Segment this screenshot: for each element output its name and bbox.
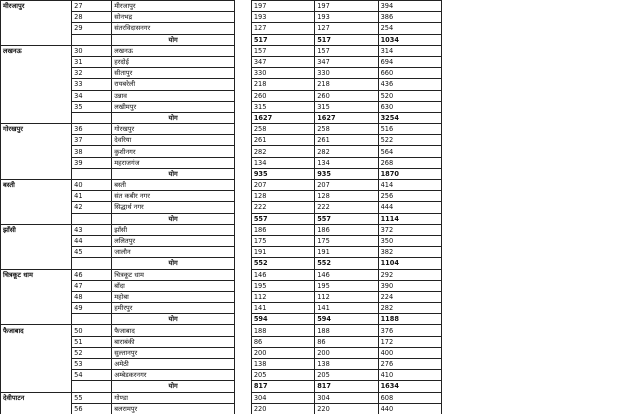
gap-cell — [235, 180, 252, 191]
value-cell-2: 594 — [315, 314, 378, 325]
division-cell — [1, 235, 72, 246]
total-cell: 1034 — [378, 34, 441, 45]
gap-cell — [235, 202, 252, 213]
serial-cell: 37 — [72, 135, 112, 146]
serial-cell: 31 — [72, 56, 112, 67]
serial-cell: 50 — [72, 325, 112, 336]
total-cell: 410 — [378, 370, 441, 381]
value-cell-2: 222 — [315, 202, 378, 213]
total-cell: 1104 — [378, 258, 441, 269]
division-cell — [1, 56, 72, 67]
value-cell-1: 138 — [251, 359, 314, 370]
total-cell: 254 — [378, 23, 441, 34]
value-cell-2: 935 — [315, 168, 378, 179]
gap-cell — [235, 168, 252, 179]
table-row — [1, 280, 442, 291]
division-cell: गोरखपुर — [1, 124, 72, 135]
total-cell: 440 — [378, 403, 441, 414]
district-cell: गोरखपुर — [112, 124, 235, 135]
district-cell: फैजाबाद — [112, 325, 235, 336]
value-cell-2: 127 — [315, 23, 378, 34]
division-cell: लखनऊ — [1, 45, 72, 56]
value-cell-1: 186 — [251, 224, 314, 235]
serial-cell: 40 — [72, 180, 112, 191]
serial-cell: 42 — [72, 202, 112, 213]
serial-cell: 43 — [72, 224, 112, 235]
serial-cell: 30 — [72, 45, 112, 56]
gap-cell — [235, 403, 252, 414]
table-row — [1, 191, 442, 202]
value-cell-1: 222 — [251, 202, 314, 213]
serial-cell: 48 — [72, 291, 112, 302]
value-cell-1: 195 — [251, 280, 314, 291]
table-row — [1, 269, 442, 280]
district-cell: अमेठी — [112, 359, 235, 370]
value-cell-1: 86 — [251, 336, 314, 347]
total-row — [1, 168, 442, 179]
district-cell: योग — [112, 258, 235, 269]
district-cell: सुल्तानपुर — [112, 347, 235, 358]
total-row — [1, 258, 442, 269]
value-cell-2: 261 — [315, 135, 378, 146]
total-cell: 444 — [378, 202, 441, 213]
value-cell-1: 282 — [251, 146, 314, 157]
district-cell: बाराबंकी — [112, 336, 235, 347]
division-cell — [1, 23, 72, 34]
total-cell: 292 — [378, 269, 441, 280]
value-cell-1: 1627 — [251, 112, 314, 123]
total-cell: 256 — [378, 191, 441, 202]
gap-cell — [235, 101, 252, 112]
value-cell-2: 175 — [315, 235, 378, 246]
serial-cell: 56 — [72, 403, 112, 414]
value-cell-1: 594 — [251, 314, 314, 325]
district-cell: लखनऊ — [112, 45, 235, 56]
value-cell-1: 330 — [251, 68, 314, 79]
table-row — [1, 202, 442, 213]
gap-cell — [235, 68, 252, 79]
total-cell: 350 — [378, 235, 441, 246]
serial-cell: 51 — [72, 336, 112, 347]
serial-cell: 41 — [72, 191, 112, 202]
total-cell: 522 — [378, 135, 441, 146]
table-row — [1, 90, 442, 101]
district-cell: संतरविदासनगर — [112, 23, 235, 34]
district-cell: जालौन — [112, 247, 235, 258]
table-row — [1, 124, 442, 135]
value-cell-1: 817 — [251, 381, 314, 392]
value-cell-2: 197 — [315, 1, 378, 12]
serial-cell: 35 — [72, 101, 112, 112]
division-cell — [1, 359, 72, 370]
value-cell-1: 112 — [251, 291, 314, 302]
gap-cell — [235, 112, 252, 123]
total-cell: 390 — [378, 280, 441, 291]
serial-cell: 36 — [72, 124, 112, 135]
value-cell-2: 304 — [315, 392, 378, 403]
gap-cell — [235, 191, 252, 202]
total-row — [1, 314, 442, 325]
value-cell-2: 193 — [315, 12, 378, 23]
total-cell: 414 — [378, 180, 441, 191]
table-row — [1, 180, 442, 191]
table-row — [1, 12, 442, 23]
district-cell: उन्नाव — [112, 90, 235, 101]
total-cell: 376 — [378, 325, 441, 336]
table-row — [1, 56, 442, 67]
value-cell-1: 260 — [251, 90, 314, 101]
value-cell-1: 207 — [251, 180, 314, 191]
table-row — [1, 303, 442, 314]
district-cell: बाँदा — [112, 280, 235, 291]
value-cell-1: 220 — [251, 403, 314, 414]
table-row — [1, 291, 442, 302]
serial-cell: 55 — [72, 392, 112, 403]
serial-cell: 49 — [72, 303, 112, 314]
division-cell — [1, 34, 72, 45]
gap-cell — [235, 370, 252, 381]
gap-cell — [235, 325, 252, 336]
gap-cell — [235, 79, 252, 90]
table-row — [1, 359, 442, 370]
division-cell: मीरजापुर — [1, 1, 72, 12]
serial-cell — [72, 112, 112, 123]
table-row — [1, 23, 442, 34]
total-cell: 1634 — [378, 381, 441, 392]
gap-cell — [235, 1, 252, 12]
value-cell-2: 86 — [315, 336, 378, 347]
total-cell: 564 — [378, 146, 441, 157]
division-cell — [1, 101, 72, 112]
value-cell-2: 195 — [315, 280, 378, 291]
value-cell-2: 552 — [315, 258, 378, 269]
value-cell-2: 207 — [315, 180, 378, 191]
total-cell: 224 — [378, 291, 441, 302]
district-cell: सिद्धार्थ नगर — [112, 202, 235, 213]
gap-cell — [235, 56, 252, 67]
gap-cell — [235, 157, 252, 168]
gap-cell — [235, 224, 252, 235]
division-cell — [1, 202, 72, 213]
total-cell: 172 — [378, 336, 441, 347]
serial-cell: 54 — [72, 370, 112, 381]
serial-cell: 52 — [72, 347, 112, 358]
division-cell: देवीपाटन — [1, 392, 72, 403]
division-cell — [1, 347, 72, 358]
district-cell: योग — [112, 213, 235, 224]
table-row — [1, 135, 442, 146]
value-cell-2: 138 — [315, 359, 378, 370]
gap-cell — [235, 336, 252, 347]
division-cell — [1, 168, 72, 179]
district-cell: मीरजापुर — [112, 1, 235, 12]
district-cell: योग — [112, 314, 235, 325]
division-cell — [1, 213, 72, 224]
total-row — [1, 381, 442, 392]
district-cell: योग — [112, 34, 235, 45]
value-cell-1: 197 — [251, 1, 314, 12]
table-row — [1, 157, 442, 168]
serial-cell — [72, 168, 112, 179]
district-cell: गोण्डा — [112, 392, 235, 403]
gap-cell — [235, 314, 252, 325]
value-cell-1: 134 — [251, 157, 314, 168]
serial-cell — [72, 314, 112, 325]
value-cell-2: 315 — [315, 101, 378, 112]
total-cell: 520 — [378, 90, 441, 101]
division-cell — [1, 258, 72, 269]
gap-cell — [235, 280, 252, 291]
division-cell — [1, 280, 72, 291]
value-cell-1: 218 — [251, 79, 314, 90]
division-cell — [1, 381, 72, 392]
table-body — [1, 1, 442, 414]
table-row — [1, 392, 442, 403]
value-cell-1: 193 — [251, 12, 314, 23]
serial-cell: 44 — [72, 235, 112, 246]
value-cell-1: 935 — [251, 168, 314, 179]
total-row — [1, 112, 442, 123]
value-cell-2: 218 — [315, 79, 378, 90]
district-cell: कुशीनगर — [112, 146, 235, 157]
table-row — [1, 79, 442, 90]
value-cell-1: 552 — [251, 258, 314, 269]
value-cell-1: 205 — [251, 370, 314, 381]
gap-cell — [235, 347, 252, 358]
division-cell — [1, 247, 72, 258]
value-cell-2: 260 — [315, 90, 378, 101]
table-row — [1, 325, 442, 336]
table-row — [1, 68, 442, 79]
district-cell: बस्ती — [112, 180, 235, 191]
value-cell-2: 157 — [315, 45, 378, 56]
division-cell — [1, 12, 72, 23]
serial-cell: 53 — [72, 359, 112, 370]
division-cell: झाँसी — [1, 224, 72, 235]
division-cell — [1, 112, 72, 123]
serial-cell: 32 — [72, 68, 112, 79]
gap-cell — [235, 247, 252, 258]
serial-cell: 33 — [72, 79, 112, 90]
gap-cell — [235, 12, 252, 23]
district-cell: अम्बेडकरनगर — [112, 370, 235, 381]
division-cell: बस्ती — [1, 180, 72, 191]
serial-cell: 39 — [72, 157, 112, 168]
serial-cell: 46 — [72, 269, 112, 280]
total-cell: 516 — [378, 124, 441, 135]
gap-cell — [235, 291, 252, 302]
total-cell: 660 — [378, 68, 441, 79]
gap-cell — [235, 23, 252, 34]
gap-cell — [235, 392, 252, 403]
value-cell-2: 220 — [315, 403, 378, 414]
table-row — [1, 247, 442, 258]
gap-cell — [235, 124, 252, 135]
value-cell-2: 817 — [315, 381, 378, 392]
table-row — [1, 403, 442, 414]
total-cell: 400 — [378, 347, 441, 358]
serial-cell — [72, 34, 112, 45]
table-row — [1, 1, 442, 12]
total-row — [1, 213, 442, 224]
value-cell-1: 127 — [251, 23, 314, 34]
serial-cell: 45 — [72, 247, 112, 258]
serial-cell: 47 — [72, 280, 112, 291]
division-cell — [1, 157, 72, 168]
division-cell — [1, 135, 72, 146]
value-cell-2: 141 — [315, 303, 378, 314]
district-cell: लखीमपुर — [112, 101, 235, 112]
division-cell — [1, 314, 72, 325]
gap-cell — [235, 269, 252, 280]
total-cell: 314 — [378, 45, 441, 56]
district-cell: संत कबीर नगर — [112, 191, 235, 202]
division-cell — [1, 68, 72, 79]
division-cell: चित्रकूट धाम — [1, 269, 72, 280]
division-cell: फैजाबाद — [1, 325, 72, 336]
district-cell: सीतापुर — [112, 68, 235, 79]
division-cell — [1, 303, 72, 314]
value-cell-1: 141 — [251, 303, 314, 314]
district-cell: बलरामपुर — [112, 403, 235, 414]
district-cell: हरदोई — [112, 56, 235, 67]
total-cell: 630 — [378, 101, 441, 112]
table-row — [1, 347, 442, 358]
value-cell-2: 112 — [315, 291, 378, 302]
district-cell: योग — [112, 381, 235, 392]
serial-cell: 34 — [72, 90, 112, 101]
value-cell-2: 282 — [315, 146, 378, 157]
total-cell: 386 — [378, 12, 441, 23]
serial-cell — [72, 381, 112, 392]
district-cell: योग — [112, 168, 235, 179]
district-cell: ललितपुर — [112, 235, 235, 246]
value-cell-2: 146 — [315, 269, 378, 280]
total-cell: 394 — [378, 1, 441, 12]
division-cell — [1, 79, 72, 90]
division-cell — [1, 336, 72, 347]
value-cell-2: 191 — [315, 247, 378, 258]
serial-cell — [72, 213, 112, 224]
division-cell — [1, 191, 72, 202]
value-cell-1: 200 — [251, 347, 314, 358]
table-row — [1, 224, 442, 235]
district-cell: रायबरेली — [112, 79, 235, 90]
gap-cell — [235, 135, 252, 146]
total-cell: 382 — [378, 247, 441, 258]
gap-cell — [235, 213, 252, 224]
total-cell: 268 — [378, 157, 441, 168]
district-cell: योग — [112, 112, 235, 123]
serial-cell: 27 — [72, 1, 112, 12]
serial-cell: 38 — [72, 146, 112, 157]
serial-cell: 28 — [72, 12, 112, 23]
division-cell — [1, 146, 72, 157]
district-cell: झाँसी — [112, 224, 235, 235]
value-cell-1: 191 — [251, 247, 314, 258]
division-cell — [1, 291, 72, 302]
total-cell: 694 — [378, 56, 441, 67]
value-cell-1: 146 — [251, 269, 314, 280]
value-cell-2: 1627 — [315, 112, 378, 123]
total-cell: 276 — [378, 359, 441, 370]
value-cell-2: 186 — [315, 224, 378, 235]
value-cell-1: 188 — [251, 325, 314, 336]
gap-cell — [235, 146, 252, 157]
total-cell: 1870 — [378, 168, 441, 179]
value-cell-2: 557 — [315, 213, 378, 224]
gap-cell — [235, 34, 252, 45]
value-cell-1: 557 — [251, 213, 314, 224]
value-cell-2: 188 — [315, 325, 378, 336]
division-cell — [1, 370, 72, 381]
district-cell: हमीरपुर — [112, 303, 235, 314]
serial-cell — [72, 258, 112, 269]
total-cell: 282 — [378, 303, 441, 314]
district-cell: चित्रकूट धाम — [112, 269, 235, 280]
value-cell-1: 258 — [251, 124, 314, 135]
total-cell: 608 — [378, 392, 441, 403]
table-row — [1, 235, 442, 246]
gap-cell — [235, 359, 252, 370]
total-cell: 436 — [378, 79, 441, 90]
table-row — [1, 101, 442, 112]
value-cell-2: 258 — [315, 124, 378, 135]
value-cell-1: 304 — [251, 392, 314, 403]
division-cell — [1, 90, 72, 101]
value-cell-1: 347 — [251, 56, 314, 67]
gap-cell — [235, 235, 252, 246]
gap-cell — [235, 381, 252, 392]
value-cell-1: 517 — [251, 34, 314, 45]
total-cell: 3254 — [378, 112, 441, 123]
district-cell: सोनभद्र — [112, 12, 235, 23]
gap-cell — [235, 258, 252, 269]
table-row — [1, 370, 442, 381]
total-row — [1, 34, 442, 45]
gap-cell — [235, 45, 252, 56]
value-cell-1: 128 — [251, 191, 314, 202]
value-cell-2: 330 — [315, 68, 378, 79]
division-cell — [1, 403, 72, 414]
serial-cell: 29 — [72, 23, 112, 34]
value-cell-2: 128 — [315, 191, 378, 202]
total-cell: 1188 — [378, 314, 441, 325]
value-cell-2: 200 — [315, 347, 378, 358]
value-cell-1: 175 — [251, 235, 314, 246]
table-row — [1, 146, 442, 157]
district-cell: महराजगंज — [112, 157, 235, 168]
value-cell-1: 157 — [251, 45, 314, 56]
value-cell-1: 261 — [251, 135, 314, 146]
value-cell-2: 517 — [315, 34, 378, 45]
district-cell: महोबा — [112, 291, 235, 302]
value-cell-1: 315 — [251, 101, 314, 112]
gap-cell — [235, 303, 252, 314]
total-cell: 372 — [378, 224, 441, 235]
value-cell-2: 134 — [315, 157, 378, 168]
table-row — [1, 336, 442, 347]
value-cell-2: 347 — [315, 56, 378, 67]
value-cell-2: 205 — [315, 370, 378, 381]
total-cell: 1114 — [378, 213, 441, 224]
gap-cell — [235, 90, 252, 101]
district-cell: देवरिया — [112, 135, 235, 146]
table-row — [1, 45, 442, 56]
